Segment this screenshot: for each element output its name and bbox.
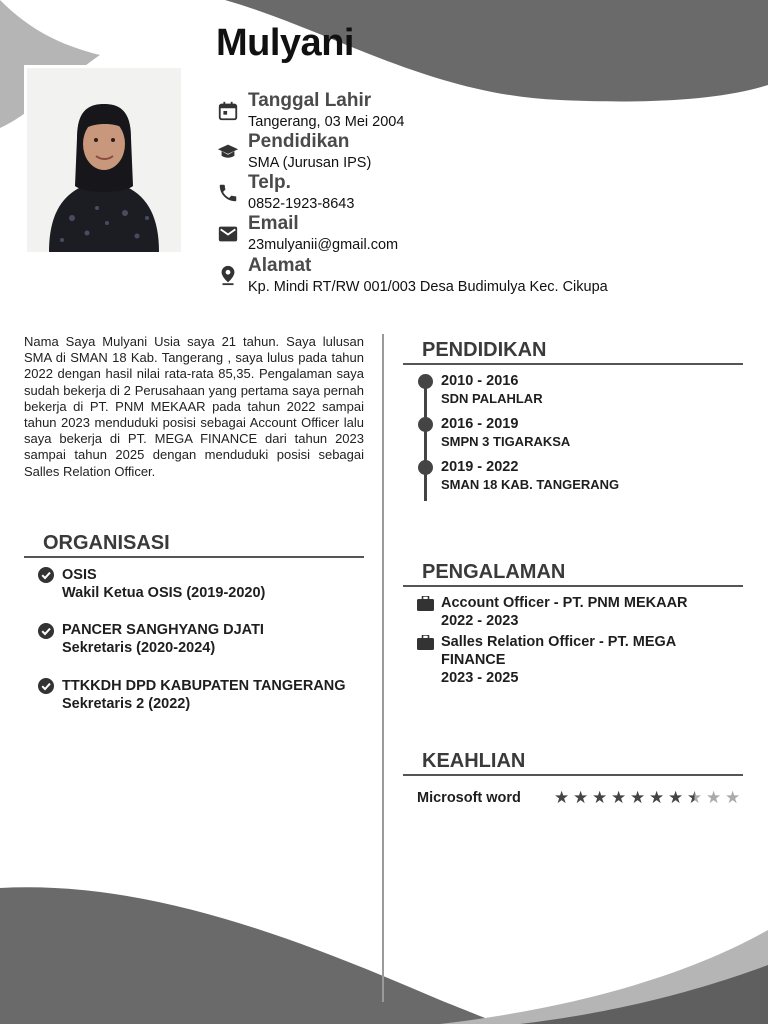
job-title: Account Officer - PT. PNM MEKAAR <box>441 595 688 611</box>
star-icon: ★ <box>687 788 703 807</box>
edu-years: 2016 - 2019 <box>441 416 519 432</box>
education-label: Pendidikan <box>248 131 350 152</box>
edu-school: SMAN 18 KAB. TANGERANG <box>441 477 620 492</box>
calendar-icon <box>217 100 239 122</box>
address-label: Alamat <box>248 255 312 276</box>
pendidikan-title: PENDIDIKAN <box>422 339 547 361</box>
skill-name: Microsoft word <box>417 790 521 806</box>
address-value: Kp. Mindi RT/RW 001/003 Desa Budimulya Kec. Cikupa <box>248 279 608 295</box>
job-company-cont: FINANCE <box>441 652 506 668</box>
keahlian-title: KEAHLIAN <box>422 750 526 772</box>
column-divider <box>382 334 384 1002</box>
keahlian-underline <box>403 774 743 776</box>
education-value: SMA (Jurusan IPS) <box>248 155 372 171</box>
star-icon: ★ <box>630 788 646 807</box>
star-icon: ★ <box>592 788 608 807</box>
timeline-dot <box>418 460 433 475</box>
organisasi-title: ORGANISASI <box>43 532 170 554</box>
profile-photo <box>24 65 184 255</box>
star-icon: ★ <box>554 788 570 807</box>
edu-school: SMPN 3 TIGARAKSA <box>441 434 571 449</box>
profile-summary: Nama Saya Mulyani Usia saya 21 tahun. Saya lulusan SMA di SMAN 18 Kab. Tangerang , saya lulus pada tahun 2022 dengan hasil nilai rata-rata 85,35. Pengalaman saya sudah bekerja di 2 Perusahaan yang pertama saya pernah bekerja di PT. PNM MEKAAR pada tahun 2022 sampai tahun 2023 menduduki posisi sebagai Account Officer lalu saya bekerja di PT. MEGA FINANCE dari tahun 2023 sampai tahun 2025 dengan menduduki posisi sebagai Salles Relation Officer. <box>24 334 364 479</box>
edu-years: 2019 - 2022 <box>441 459 519 475</box>
star-icon: ★ <box>649 788 665 807</box>
timeline-dot <box>418 374 433 389</box>
bottom-wave-dark <box>0 887 500 1024</box>
phone-value: 0852-1923-8643 <box>248 196 355 212</box>
timeline-dot <box>418 417 433 432</box>
envelope-icon <box>217 223 239 245</box>
job-years: 2023 - 2025 <box>441 670 519 686</box>
star-icon: ★ <box>668 788 684 807</box>
graduation-cap-icon <box>217 141 239 163</box>
pengalaman-underline <box>403 585 743 587</box>
edu-years: 2010 - 2016 <box>441 373 519 389</box>
phone-icon <box>217 182 239 204</box>
org-role: Sekretaris (2020-2024) <box>62 640 216 656</box>
job-years: 2022 - 2023 <box>441 613 519 629</box>
star-icon: ★ <box>573 788 589 807</box>
edu-school: SDN PALAHLAR <box>441 391 543 406</box>
star-icon: ★ <box>725 788 741 807</box>
skill-rating <box>554 789 744 807</box>
check-circle-icon <box>38 678 54 694</box>
person-name: Mulyani <box>216 22 354 64</box>
email-label: Email <box>248 213 299 234</box>
email-value: 23mulyanii@gmail.com <box>248 237 399 253</box>
star-icon: ★ <box>611 788 627 807</box>
job-title: Salles Relation Officer - PT. MEGA <box>441 634 677 650</box>
pendidikan-underline <box>403 363 743 365</box>
org-name: TTKKDH DPD KABUPATEN TANGERANG <box>62 678 346 694</box>
check-circle-icon <box>38 567 54 583</box>
birth-label: Tanggal Lahir <box>248 90 372 111</box>
org-name: PANCER SANGHYANG DJATI <box>62 622 264 638</box>
organisasi-underline <box>24 556 364 558</box>
phone-label: Telp. <box>248 172 291 193</box>
education-timeline <box>424 381 427 501</box>
location-pin-icon <box>217 264 239 286</box>
org-name: OSIS <box>62 567 97 583</box>
org-role: Sekretaris 2 (2022) <box>62 696 191 712</box>
star-icon: ★ <box>706 788 722 807</box>
org-role: Wakil Ketua OSIS (2019-2020) <box>62 585 266 601</box>
briefcase-icon <box>417 635 434 650</box>
check-circle-icon <box>38 623 54 639</box>
briefcase-icon <box>417 596 434 611</box>
pengalaman-title: PENGALAMAN <box>422 561 566 583</box>
birth-value: Tangerang, 03 Mei 2004 <box>248 114 405 130</box>
